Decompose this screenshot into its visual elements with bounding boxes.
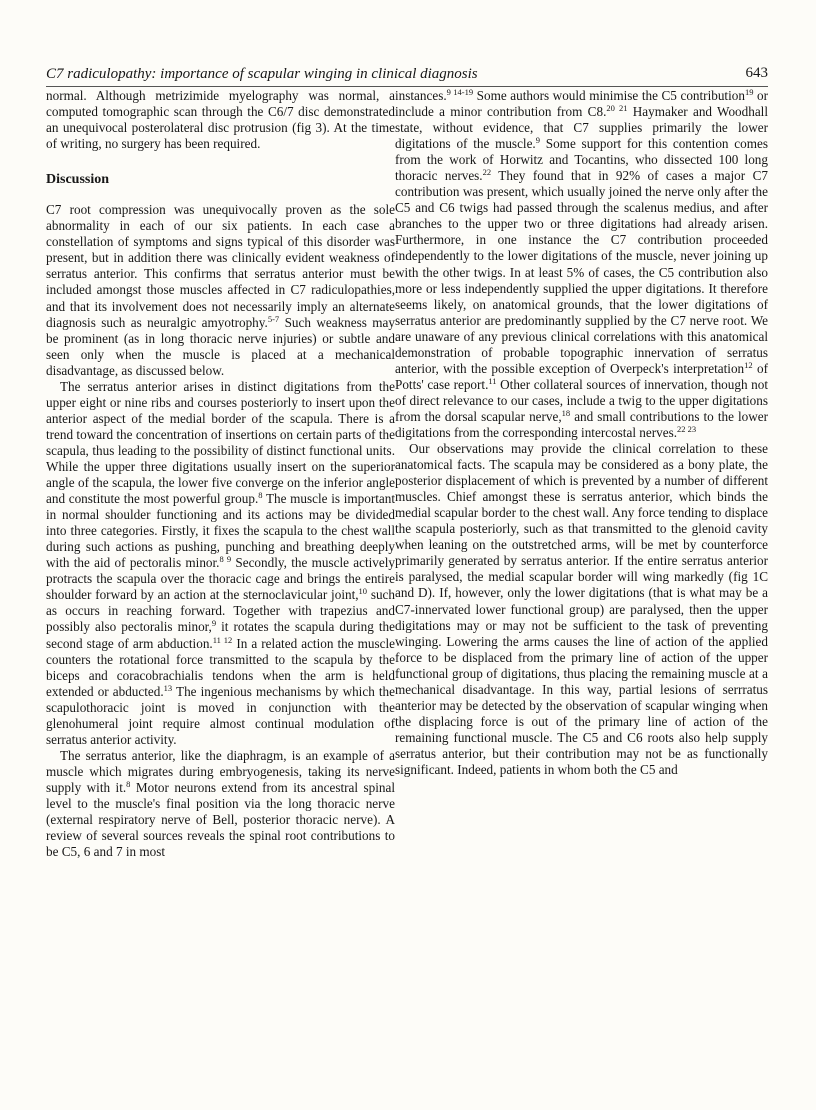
header-rule — [46, 86, 768, 87]
right-column — [395, 88, 768, 778]
paragraph-continued: normal. Although metrizimide myelography was normal, a computed tomographic scan through the C6/7 disc demonstrated an unequivocal posterolateral disc protrusion (fig 3). At the time of writing, no surgery has been required. — [46, 88, 395, 152]
citation: 18 — [561, 407, 571, 418]
paragraph: The serratus anterior, like the diaphragm, is an example of a muscle which migrates during embryogenesis, taking its nerve supply with it.$^8$ Motor neurons extend from its ancestral spinal level to the muscle's final position via the long thoracic nerve (external respiratory nerve of Bell, posterior thoracic nerve). A review of several sources reveals the spinal root contributions to be C5, 6 and 7 in most — [46, 747, 395, 860]
citation: 12 — [744, 359, 753, 370]
citation: 9 14-19 — [446, 87, 474, 97]
citation: 19 — [744, 87, 754, 97]
paragraph-continued: instances.$^{9 14-19}$ Some authors would minimise the C5 contribution$^{19}$ or include a minor contribution from C8.$^{20 21}$ Haymaker and Woodhall state, without evidence, that C7 supplies primarily the lower digitations of the muscle.$^9$ Some support for this contention comes from the work of Horwitz and Tocantins, who dissected 100 long thoracic nerves.$^{22}$ They found that in 92% of cases a major C7 contribution was present, which usually joined the nerve only after the C5 and C6 twigs had passed through the scalenus medius, and after branches to the upper two or three digitations had already arisen. Furthermore, in one instance the C7 contribution proceeded independently to the lower digitations of the muscle, never joining up with the other twigs. In at least 5% of cases, the C5 contribution also more or less independently supplied the upper digitations. It therefore seems likely, on anatomical grounds, that the lower digitations of serratus anterior are predominantly supplied by the C7 nerve root. We are unaware of any previous clinical correlations with this anatomical demonstration of probable topographic innervation of serratus anterior, with the possible exception of Overpeck's interpretation$^{12}$ of Potts' case report.$^{11}$ Other collateral sources of innervation, though not of direct relevance to our cases, include a twig to the upper digitations from the dorsal scapular nerve,$^{18}$ and small contributions to the lower digitations from the corresponding intercostal nerves.$^{22 23}$ — [395, 87, 768, 440]
paragraph: Our observations may provide the clinical correlation to these anatomical facts. The scapula may be considered as a bony plate, the posterior displacement of which is prevented by a number of different muscles. Chief amongst these is serratus anterior, which binds the medial scapular border to the chest wall. Any force tending to displace the scapula posteriorly, such as that transmitted to the glenoid cavity when leaning on the outstretched arms, will be met by counterforce primarily generated by serratus anterior. If the entire serratus anterior is paralysed, the medial scapular border will wing markedly (fig 1C and D). If, however, only the lower digitations (that is what may be a C7-innervated lower functional group) are paralysed, then the upper digitations may or may not be sufficient to the task of preventing winging. Lowering the arms causes the line of action of the applied force to be displaced from the primary line of action of the upper functional group of digitations, thus placing the remaining muscle at a mechanical disadvantage. In this way, partial lesions of serrratus anterior may be detected by the observation of scapular winging when the displacing force is out of the primary line of action of the remaining functional muscle. The C5 and C6 roots also help supply serratus anterior, but their contribution may not be as functionally significant. Indeed, patients in whom both the C5 and — [395, 441, 768, 777]
citation: 10 — [358, 586, 368, 597]
citation: 22 — [482, 167, 492, 178]
citation: 5-7 — [267, 313, 280, 324]
page-number: 643 — [745, 65, 768, 81]
citation: 20 21 — [606, 103, 628, 114]
citation: 9 — [211, 618, 217, 629]
citation: 9 — [535, 135, 540, 146]
citation: 22 23 — [677, 423, 697, 434]
paragraph: C7 root compression was unequivocally proven as the sole abnormality in each of our six patients. In each case a constellation of symptoms and signs typical of this disorder was present, but in addition there was clinically evident weakness of serratus anterior. This confirms that serratus anterior must be included amongst those muscles affected in C7 radiculopathies, and that its involvement does not necessarily imply an alternate diagnosis such as neuralgic amyotrophy.$^{5-7}$ Such weakness may be prominent (as in long thoracic nerve injuries) or subtle and seen only when the muscle is placed at a mechanical disadvantage, as discussed below. — [46, 202, 395, 378]
citation: 8 9 — [219, 554, 232, 565]
citation: 8 — [258, 490, 263, 501]
citation: 13 — [163, 682, 173, 693]
paragraph: The serratus anterior arises in distinct digitations from the upper eight or nine ribs and courses posteriorly to insert upon the anterior aspect of the medial border of the scapula. There is a trend toward the concentration of insertions on certain parts of the scapula, thus leading to the possibility of distinct functional units. While the upper three digitations usually insert on the superior angle of the scapula, the lower five converge on the inferior angle and constitute the most powerful group.$^8$ The muscle is important in normal shoulder functioning and its actions may be divided into three categories. Firstly, it fixes the scapula to the chest wall during such actions as pushing, punching and breathing deeply with the aid of pectoralis minor.$^{8 9}$ Secondly, the muscle actively protracts the scapula over the thoracic cage and brings the entire shoulder forward by an action at the sternoclavicular joint,$^{10}$ such as occurs in reaching forward. Together with trapezius and possibly also pectoralis minor,$^9$ it rotates the scapula during the second stage of arm abduction.$^{11 12}$ In a related action the muscle counters the rotational force transmitted to the scapula by the biceps and coracobrachialis tendons when the arm is held extended or abducted.$^{13}$ The ingenious mechanisms by which the scapulothoracic joint is moved in conjunction with the glenohumeral joint require almost continual modulation of serratus anterior activity. — [46, 378, 396, 747]
section-heading-discussion: Discussion — [46, 172, 110, 188]
citation: 11 — [488, 375, 497, 386]
citation: 8 — [126, 778, 131, 789]
left-column — [46, 88, 395, 860]
citation: 11 12 — [212, 634, 233, 645]
running-head — [46, 64, 768, 88]
running-head-title: C7 radiculopathy: importance of scapular winging in clinical diagnosis — [46, 66, 478, 82]
